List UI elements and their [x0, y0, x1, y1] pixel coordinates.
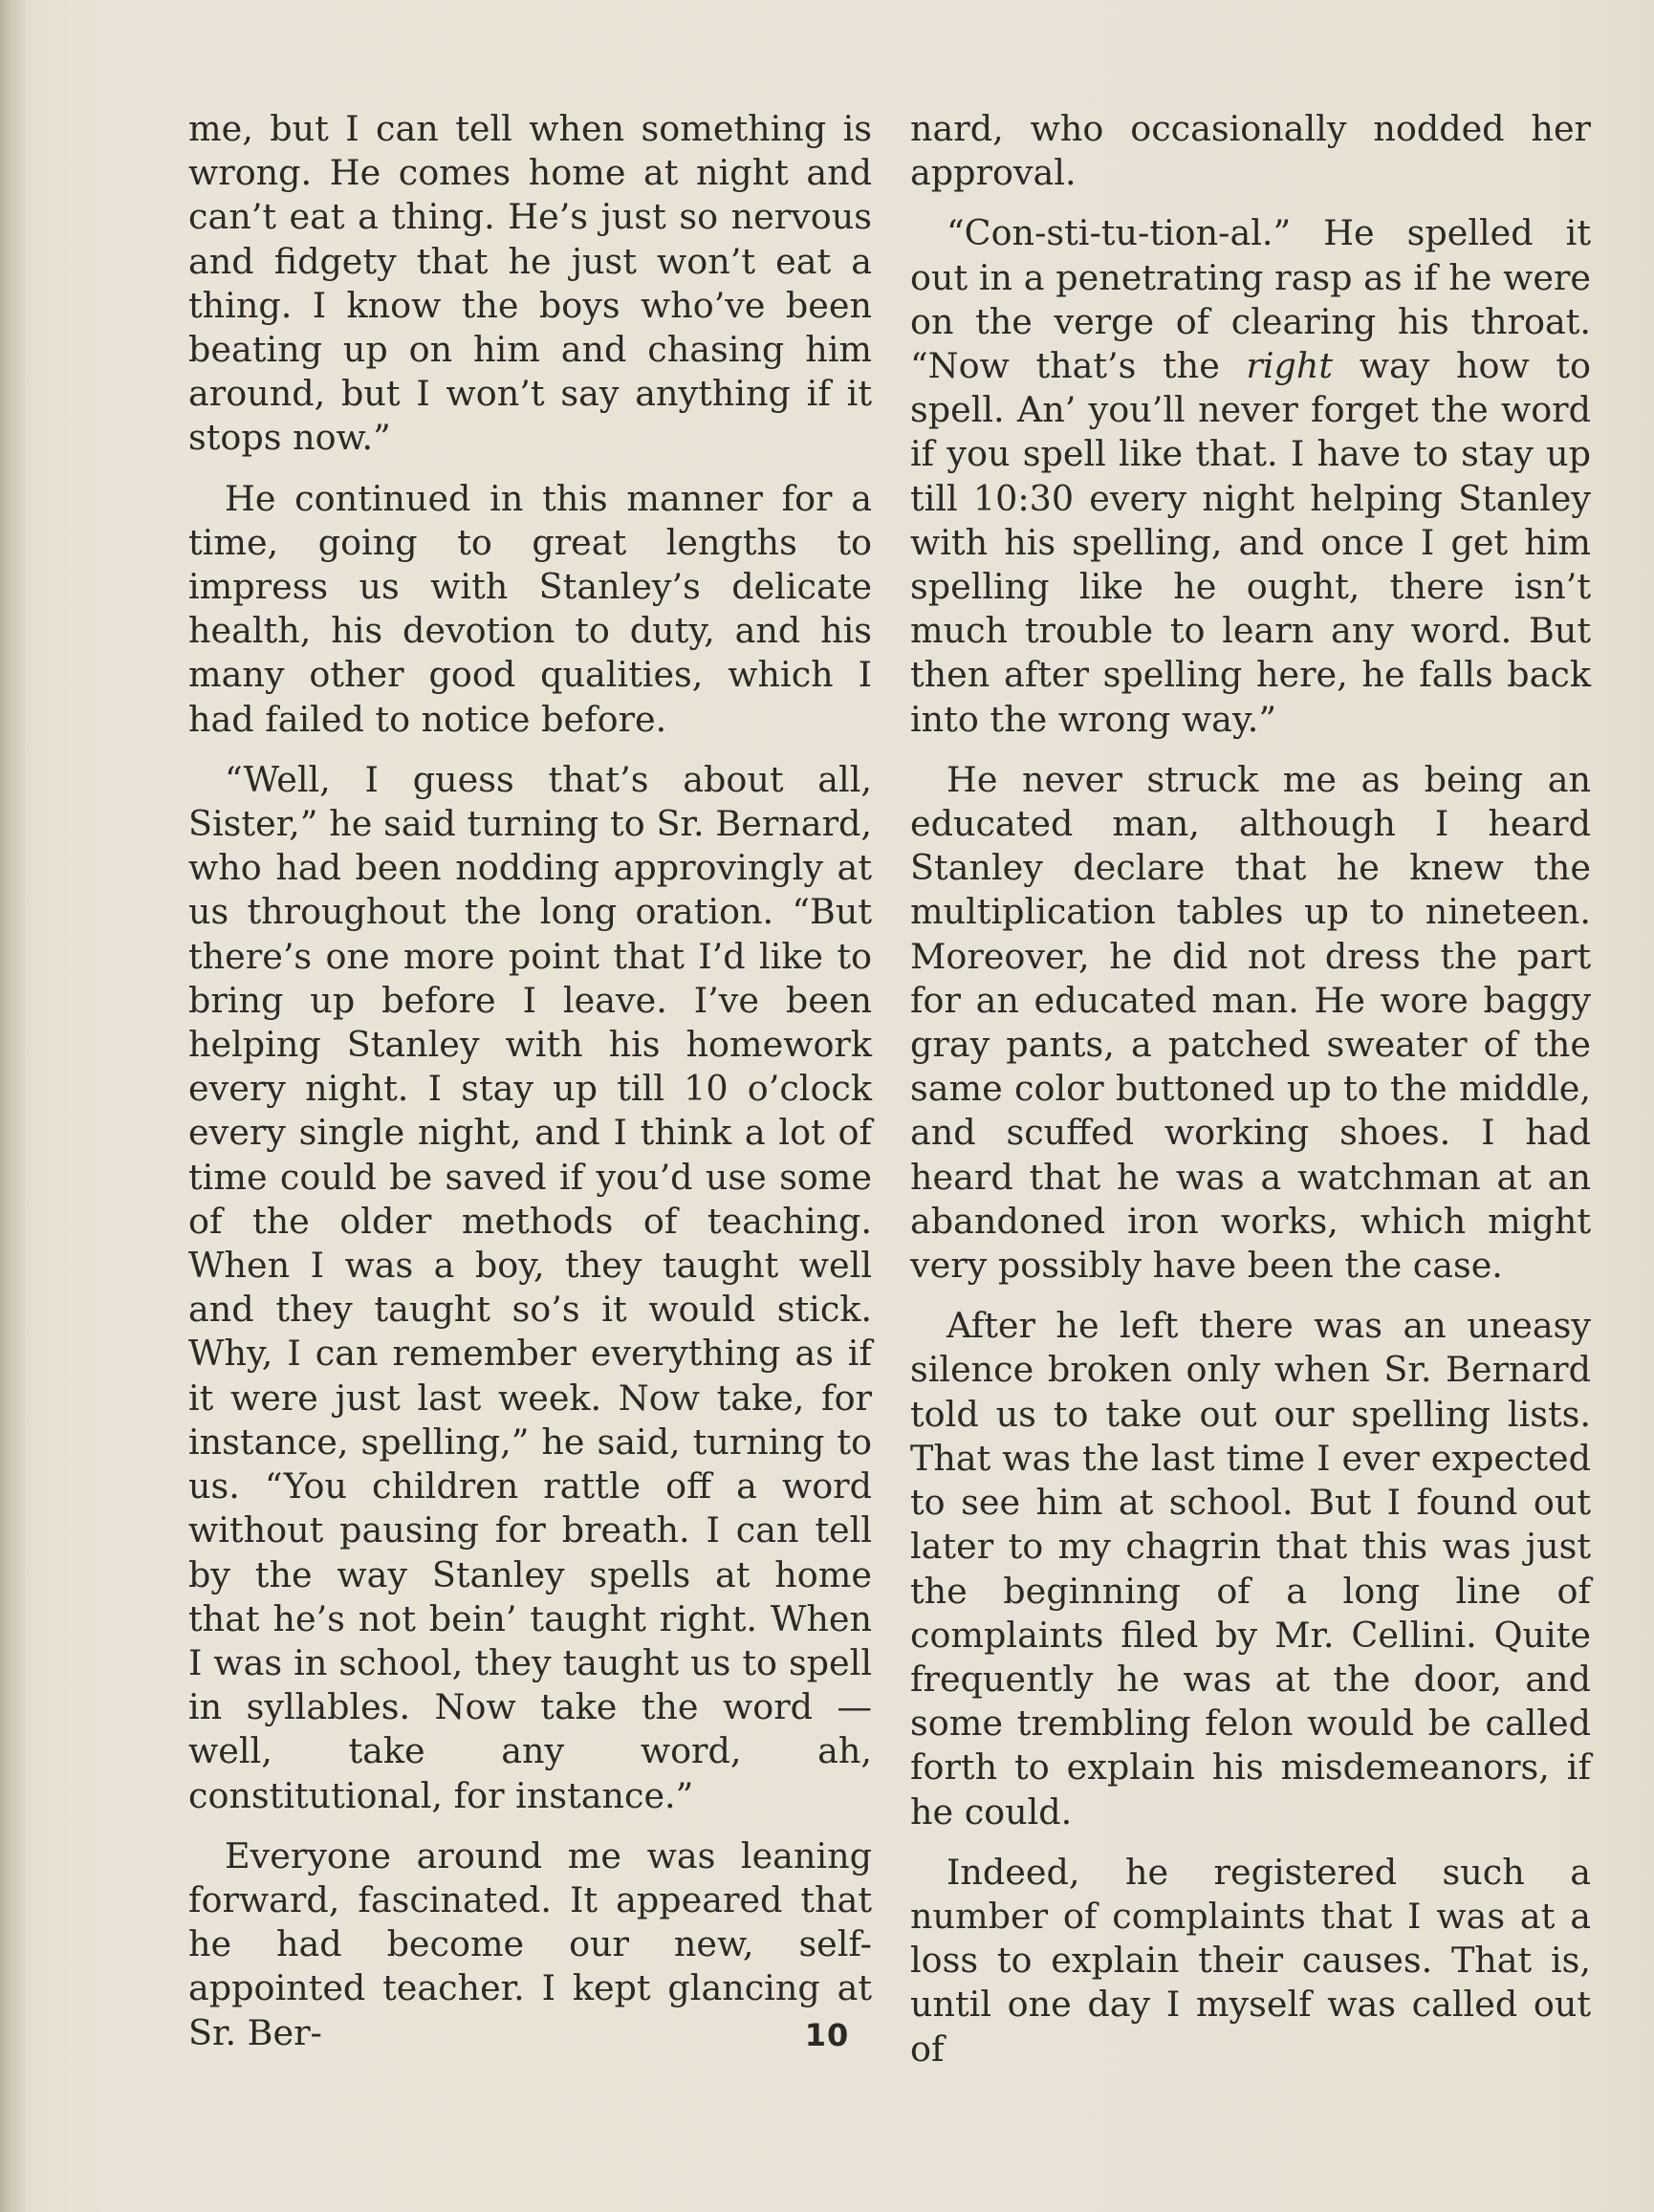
- paragraph-text: “Con-sti-tu-tion-al.” He spelled it out in a penetrating rasp as if he were on the verge of clearing his throat. “Now that’s the: [910, 212, 1591, 387]
- left-text-column: [188, 107, 872, 2071]
- paragraph: Everyone around me was leaning forward, fascinated. It appeared that he had become our new, self-appointed teacher. I kept glancing at Sr. Ber-: [188, 1834, 872, 2053]
- right-text-column: [910, 107, 1591, 2088]
- emphasized-word: right: [1246, 345, 1334, 387]
- paragraph: “Well, I guess that’s about all, Sister,” he said turning to Sr. Bernard, who had been nodding approvingly at us throughout the long oration. “But there’s one more point that I’d like to bring up before I leave. I’ve been helping Stanley with his homework every night. I stay up till 10 o’clock every single night, and I think a lot of time could be saved if you’d use some of the older methods of teaching. When I was a boy, they taught well and they taught so’s it would stick. Why, I can remember everything as if it were just last week. Now take, for instance, spelling,” he said, turning to us. “You children rattle off a word without pausing for breath. I can tell by the way Stanley spells at home that he’s not bein’ taught right. When I was in school, they taught us to spell in syllables. Now take the word — well, take any word, ah, constitutional, for instance.”: [188, 758, 872, 1816]
- paragraph-with-emphasis: [910, 211, 1591, 741]
- paragraph: After he left there was an uneasy silence broken only when Sr. Bernard told us to take out our spelling lists. That was the last time I ever expected to see him at school. But I found out later to my chagrin that this was just the beginning of a long line of complaints filed by Mr. Cellini. Quite frequently he was at the door, and some trembling felon would be called forth to explain his misdemeanors, if he could.: [910, 1305, 1591, 1832]
- paragraph: nard, who occasionally nodded her approval.: [910, 108, 1591, 194]
- paragraph: Indeed, he registered such a number of complaints that I was at a loss to explain their causes. That is, until one day I myself was called out of: [910, 1851, 1591, 2070]
- paragraph: He continued in this manner for a time, going to great lengths to impress us with Stanley’s delicate health, his devotion to duty, and his many other good qualities, which I had failed to notice before.: [188, 477, 872, 740]
- paragraph: me, but I can tell when something is wrong. He comes home at night and can’t eat a thing. He’s just so nervous and fidgety that he just won’t eat a thing. I know the boys who’ve been beating up on him and chasing him around, but I won’t say anything if it stops now.”: [188, 108, 872, 459]
- page-number: 10: [804, 2017, 850, 2053]
- paragraph-text: way how to spell. An’ you’ll never forget the word if you spell like that. I have to stay up till 10:30 every night helping Stanley with his spelling, and once I get him spelling like he ought, there isn’t much trouble to learn any word. But then after spelling here, he falls back into the wrong way.”: [910, 345, 1591, 740]
- paragraph: He never struck me as being an educated man, although I heard Stanley declare that he knew the multiplication tables up to nineteen. Moreover, he did not dress the part for an educated man. He wore baggy gray pants, a patched sweater of the same color buttoned up to the middle, and scuffed working shoes. I had heard that he was a watchman at an abandoned iron works, which might very possibly have been the case.: [910, 758, 1591, 1287]
- page-spine-shadow: [0, 0, 25, 2212]
